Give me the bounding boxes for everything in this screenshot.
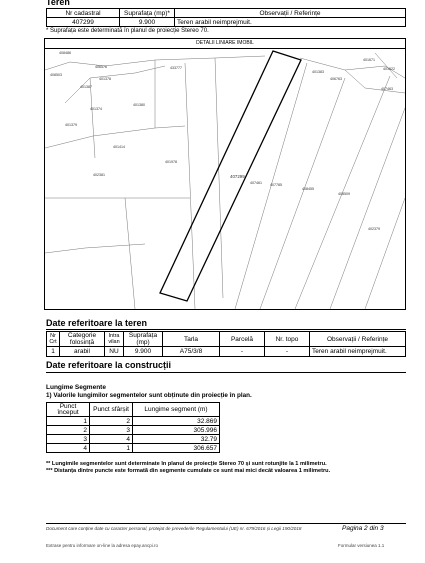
plan-label: 401978 [165, 160, 177, 164]
plan-label: 407461 [250, 181, 262, 185]
segments-note-1: ** Lungimile segmentelor sunt determinate în planul de proiecție Stereo 70 și sunt rotunjite la 1 milimetru. [46, 461, 327, 467]
cell-observatii: Teren arabil neimprejmuit. [175, 18, 406, 27]
plan-label: 401383 [312, 70, 324, 74]
col-categorie: Categorie folosință [60, 332, 105, 347]
cell-start: 2 [47, 426, 90, 435]
plan-label: 401380 [133, 103, 145, 107]
cell-categorie: arabil [60, 347, 105, 357]
cell-end: 2 [90, 417, 133, 426]
plan-title: DETALII LINIARE IMOBIL [45, 39, 405, 49]
plan-label: 408486 [59, 51, 71, 55]
cell-nr-topo: - [265, 347, 310, 357]
cell-end: 1 [90, 444, 133, 453]
parcel-label: 407299 [230, 174, 245, 179]
cell-end: 4 [90, 435, 133, 444]
segments-note-2: *** Distanța dintre puncte este formată din segmente cumulate ce sunt mai mici decât valoarea 1 milimetru. [46, 468, 331, 474]
cell-length: 305.996 [133, 426, 220, 435]
plan-label: 433777 [170, 66, 182, 70]
plan-label: 408503 [50, 73, 62, 77]
projection-note: * Suprafața este determinată în planul de proiecție Stereo 70. [46, 28, 209, 34]
parcel-plan [44, 38, 406, 310]
cell-suprafata: 9.900 [124, 347, 163, 357]
cell-intravilan: NU [105, 347, 124, 357]
cell-start: 3 [47, 435, 90, 444]
col-intravilan: Intra vilan [105, 332, 124, 347]
cell-length: 32.869 [133, 417, 220, 426]
plan-drawing [45, 48, 405, 309]
page-number: Pagina 2 din 3 [342, 525, 384, 532]
col-tarla: Tarla [163, 332, 220, 347]
plan-label: 401671 [363, 58, 375, 62]
col-observatii: Observații / Referințe [175, 9, 406, 18]
plan-label: 402381 [93, 173, 105, 177]
plan-label: 401522 [383, 67, 395, 71]
cell-length: 306.657 [133, 444, 220, 453]
cell-start: 1 [47, 417, 90, 426]
cell-length: 32.79 [133, 435, 220, 444]
col-suprafata: Suprafața (mp)* [120, 9, 175, 18]
land-section-title: Date referitoare la teren [46, 318, 148, 328]
page-section-title: Teren [46, 0, 70, 7]
cell-start: 4 [47, 444, 90, 453]
plan-label: 401378 [99, 77, 111, 81]
plan-label: 401379 [65, 123, 77, 127]
col-suprafata: Suprafața (mp) [124, 332, 163, 347]
footer-source: Extrase pentru informare on-line la adresa epay.ancpi.ro [46, 543, 158, 548]
cell-tarla: A75/3/8 [163, 347, 220, 357]
construction-section-title: Date referitoare la construcții [46, 360, 172, 370]
col-nr-cadastral: Nr cadastral [47, 9, 120, 18]
footer-disclaimer: Document care conține date cu caracter personal, protejat de prevederile Regulamentului (UE) nr. 679/2016 și Legii 190/2018 [46, 526, 302, 531]
cadastral-table [46, 8, 406, 27]
cell-parcela: - [220, 347, 265, 357]
plan-label: 401414 [113, 145, 125, 149]
segments-title: Lungime Segmente [46, 384, 106, 391]
cell-end: 3 [90, 426, 133, 435]
col-punct-inceput: Punct început [47, 403, 90, 417]
plan-label: 402379 [368, 227, 380, 231]
segments-subtitle: 1) Valorile lungimilor segmentelor sunt obținute din proiecție în plan. [46, 392, 252, 399]
plan-label: 408509 [338, 192, 350, 196]
col-nr-topo: Nr. topo [265, 332, 310, 347]
col-nr-crt: Nr Crt [47, 332, 60, 347]
land-section-rule [46, 329, 406, 330]
footer-rule [46, 523, 406, 524]
col-parcela: Parcelă [220, 332, 265, 347]
cell-nr-crt: 1 [47, 347, 60, 357]
col-punct-sfarsit: Punct sfârșit [90, 403, 133, 417]
cell-observatii: Teren arabil neimprejmuit. [310, 347, 406, 357]
segments-table [46, 402, 220, 453]
cell-nr-cadastral: 407299 [47, 18, 120, 27]
land-table [46, 331, 406, 357]
footer-form-version: Formular versiunea 1.1 [338, 543, 385, 548]
plan-label: 408455 [302, 187, 314, 191]
col-lungime-segment: Lungime segment (m) [133, 403, 220, 417]
plan-label: 401374 [90, 107, 102, 111]
plan-label: 407463 [381, 87, 393, 91]
plan-label: 406576 [95, 65, 107, 69]
plan-label: 401387 [80, 85, 92, 89]
plan-label: 406763 [330, 77, 342, 81]
plan-label: 407785 [270, 183, 282, 187]
construction-section-rule [46, 372, 406, 373]
cell-suprafata: 9.900 [120, 18, 175, 27]
col-observatii: Observații / Referințe [310, 332, 406, 347]
